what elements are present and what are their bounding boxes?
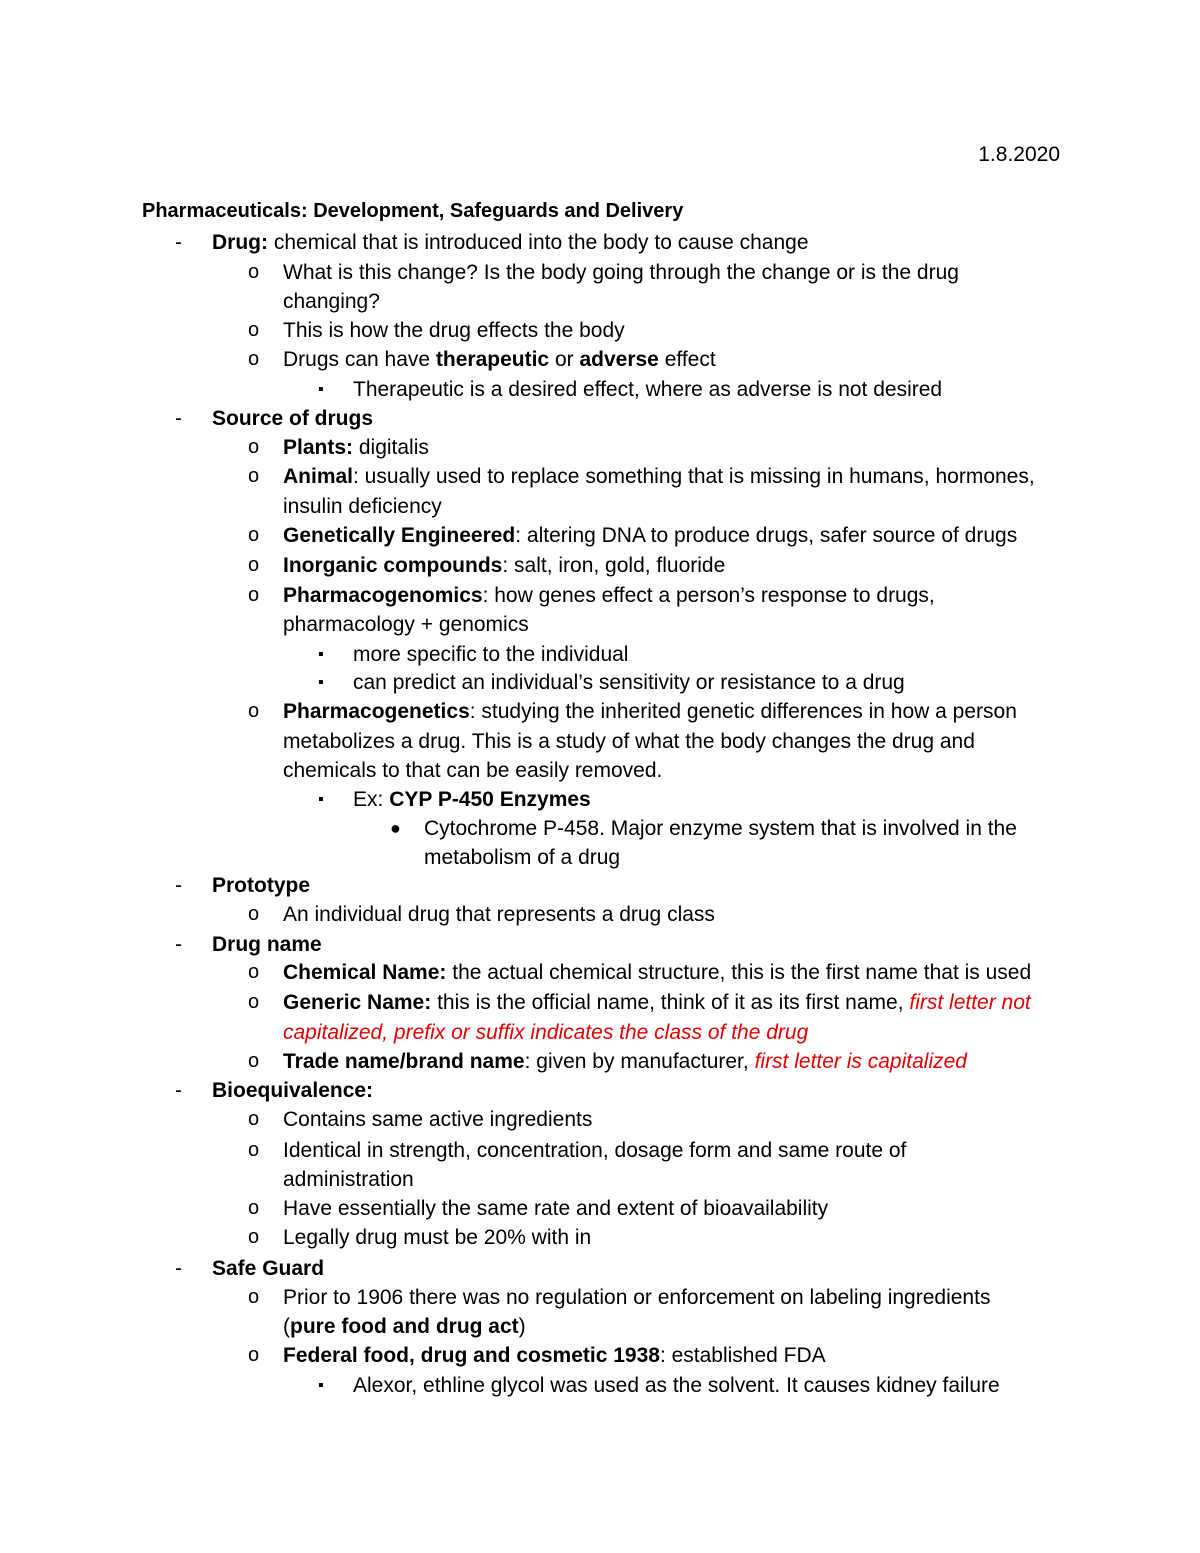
drug-question: What is this change? Is the body going through the change or is the drug [283,261,959,284]
generic-name-cont: capitalized, prefix or suffix indicates the class of the drug [283,1021,809,1044]
circle-marker: o [248,991,260,1013]
square-marker: ▪ [318,646,324,663]
dash-marker: - [175,933,182,956]
pharmacogenomics-note: can predict an individual’s sensitivity or resistance to a drug [353,671,905,694]
source-pharmacogenetics-cont: metabolizes a drug. This is a study of what the body changes the drug and [283,730,975,753]
term-drug: Drug: [212,231,268,254]
source-pharmacogenetics-cont: chemicals to that can be easily removed. [283,759,663,782]
circle-marker: o [248,700,260,722]
circle-marker: o [248,319,260,341]
document-title: Pharmaceuticals: Development, Safeguards and Delivery [142,200,684,222]
federal-act-note: Alexor, ethline glycol was used as the solvent. It causes kidney failure [353,1374,1000,1397]
heading-prototype: Prototype [212,874,311,897]
dash-marker: - [175,1079,182,1102]
circle-marker: o [248,1139,260,1161]
therapeutic-note: Therapeutic is a desired effect, where as adverse is not desired [353,378,943,401]
source-animal-cont: insulin deficiency [283,495,442,518]
source-inorganic: Inorganic compounds: salt, iron, gold, fluoride [283,554,726,577]
drug-definition: Drug: chemical that is introduced into the body to cause change [212,231,809,254]
bioequivalence-item: Contains same active ingredients [283,1108,593,1131]
circle-marker: o [248,261,260,283]
drug-question-cont: changing? [283,290,380,313]
circle-marker: o [248,436,260,458]
bioequivalence-item: Legally drug must be 20% with in [283,1226,592,1249]
federal-act: Federal food, drug and cosmetic 1938: established FDA [283,1344,826,1367]
safeguard-history-cont: (pure food and drug act) [283,1315,526,1338]
source-plants: Plants: digitalis [283,436,429,459]
pharmacogenomics-note: more specific to the individual [353,643,629,666]
circle-marker: o [248,584,260,606]
circle-marker: o [248,903,260,925]
circle-marker: o [248,1344,260,1366]
drug-effect-note: This is how the drug effects the body [283,319,625,342]
cytochrome-note-cont: metabolism of a drug [424,846,621,869]
dash-marker: - [175,1257,182,1280]
trade-name: Trade name/brand name: given by manufacturer, first letter is capitalized [283,1050,967,1073]
safeguard-history: Prior to 1906 there was no regulation or enforcement on labeling ingredients [283,1286,991,1309]
cytochrome-note: Cytochrome P-458. Major enzyme system that is involved in the [424,817,1017,840]
heading-drug-name: Drug name [212,933,322,956]
source-pharmacogenomics-cont: pharmacology + genomics [283,613,529,636]
circle-marker: o [248,554,260,576]
square-marker: ▪ [318,791,324,808]
heading-bioequivalence: Bioequivalence: [212,1079,374,1102]
source-pharmacogenetics: Pharmacogenetics: studying the inherited genetic differences in how a person [283,700,1017,723]
square-marker: ▪ [318,1377,324,1394]
source-pharmacogenomics: Pharmacogenomics: how genes effect a person’s response to drugs, [283,584,935,607]
generic-name: Generic Name: this is the official name, think of it as its first name, first letter not [283,991,1031,1014]
square-marker: ▪ [318,674,324,691]
circle-marker: o [248,961,260,983]
circle-marker: o [248,1050,260,1072]
bullet-marker: ● [390,818,401,838]
circle-marker: o [248,465,260,487]
bioequivalence-item: Have essentially the same rate and extent of bioavailability [283,1197,829,1220]
circle-marker: o [248,1226,260,1248]
source-genetically-engineered: Genetically Engineered: altering DNA to produce drugs, safer source of drugs [283,524,1018,547]
circle-marker: o [248,1197,260,1219]
bioequivalence-item: Identical in strength, concentration, dosage form and same route of [283,1139,907,1162]
pharmacogenetics-example: Ex: CYP P-450 Enzymes [353,788,591,811]
bioequivalence-item-cont: administration [283,1168,414,1191]
circle-marker: o [248,1286,260,1308]
dash-marker: - [175,874,182,897]
dash-marker: - [175,231,182,254]
circle-marker: o [248,348,260,370]
chemical-name: Chemical Name: the actual chemical structure, this is the first name that is used [283,961,1032,984]
circle-marker: o [248,524,260,546]
source-animal: Animal: usually used to replace something that is missing in humans, hormones, [283,465,1035,488]
dash-marker: - [175,407,182,430]
heading-source-of-drugs: Source of drugs [212,407,374,430]
square-marker: ▪ [318,381,324,398]
heading-safe-guard: Safe Guard [212,1257,325,1280]
document-date: 1.8.2020 [978,143,1060,166]
prototype-definition: An individual drug that represents a drug class [283,903,715,926]
circle-marker: o [248,1108,260,1130]
drug-effect-types: Drugs can have therapeutic or adverse effect [283,348,716,371]
